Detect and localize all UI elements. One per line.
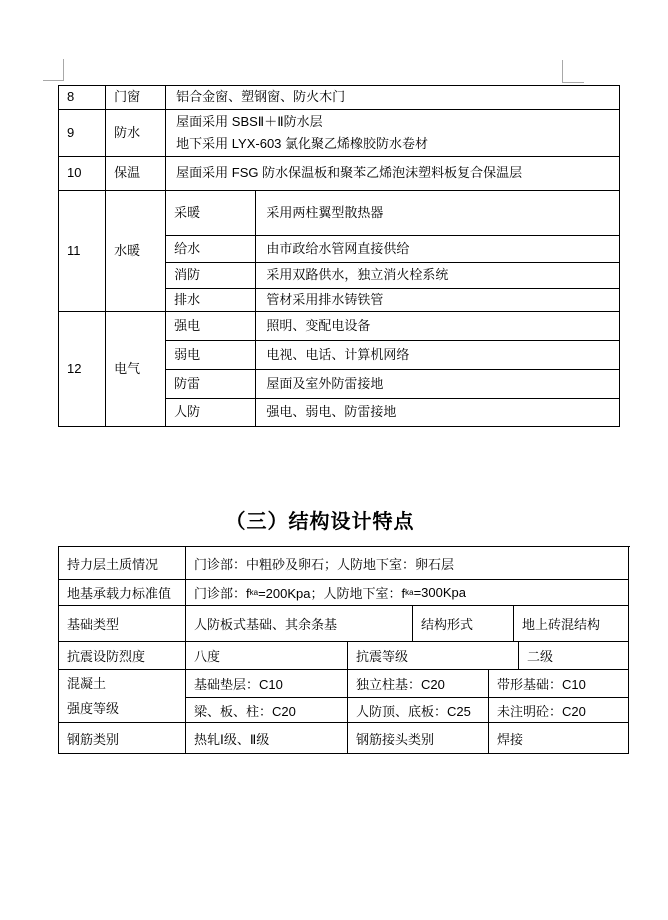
row-number-cell: 8 xyxy=(59,86,106,110)
description-cell: 采用两柱翼型散热器 xyxy=(256,191,620,236)
table-row xyxy=(186,670,629,698)
field-value-cell: 基础垫层：C10 xyxy=(186,670,348,698)
field-label-cell: 地基承载力标准值 xyxy=(59,580,186,606)
table-row-group xyxy=(59,670,630,723)
field-label-cell: 基础类型 xyxy=(59,606,186,642)
field-value-cell: 梁、板、柱：C20 xyxy=(186,698,348,723)
row-number-cell: 11 xyxy=(59,191,106,312)
table-row xyxy=(186,698,629,723)
table-row xyxy=(59,86,620,110)
description-cell: 强电、弱电、防雷接地 xyxy=(256,399,620,427)
label-line: 强度等级 xyxy=(67,701,120,716)
table-row xyxy=(59,312,620,341)
subsystem-name-cell: 采暖 xyxy=(166,191,256,236)
table-row xyxy=(59,547,630,580)
value-text: =200Kpa；人防地下室：f xyxy=(258,586,406,601)
subsystem-name-cell: 给水 xyxy=(166,236,256,263)
subsystem-name-cell: 强电 xyxy=(166,312,256,341)
field-label-cell xyxy=(59,670,186,723)
subsystem-name-cell: 弱电 xyxy=(166,341,256,370)
field-label-cell: 持力层土质情况 xyxy=(59,547,186,580)
value-text: =300Kpa xyxy=(413,585,466,600)
subsystem-name-cell: 人防 xyxy=(166,399,256,427)
subsystem-name-cell: 排水 xyxy=(166,289,256,312)
value-text: 门诊部：f xyxy=(194,586,250,601)
field-value-cell: 八度 xyxy=(186,642,348,670)
table-row xyxy=(59,642,630,670)
description-cell: 屋面采用 FSG 防水保温板和聚苯乙烯泡沫塑料板复合保温层 xyxy=(166,157,620,191)
description-line: 地下采用 LYX-603 氯化聚乙烯橡胶防水卷材 xyxy=(176,136,429,151)
description-cell: 管材采用排水铸铁管 xyxy=(256,289,620,312)
field-value-cell: 热轧Ⅰ级、Ⅱ级 xyxy=(186,723,348,754)
row-number-cell: 9 xyxy=(59,110,106,157)
table-row xyxy=(59,191,620,236)
description-cell: 电视、电话、计算机网络 xyxy=(256,341,620,370)
system-name-cell: 防水 xyxy=(106,110,166,157)
field-value-cell: 未注明砼：C20 xyxy=(489,698,629,723)
description-cell: 由市政给水管网直接供给 xyxy=(256,236,620,263)
structure-design-table xyxy=(58,546,630,754)
field-value-cell: 门诊部：f ka =200Kpa；人防地下室：f ka =300Kpa xyxy=(186,580,629,606)
description-cell: 照明、变配电设备 xyxy=(256,312,620,341)
field-label-cell: 结构形式 xyxy=(413,606,514,642)
building-systems-table xyxy=(58,85,620,427)
table-row xyxy=(59,110,620,157)
system-name-cell: 门窗 xyxy=(106,86,166,110)
field-label-cell: 抗震等级 xyxy=(348,642,519,670)
subsystem-name-cell: 消防 xyxy=(166,263,256,289)
label-line: 混凝土 xyxy=(67,676,107,691)
system-name-cell: 电气 xyxy=(106,312,166,427)
description-cell xyxy=(166,110,620,157)
field-label-cell: 钢筋类别 xyxy=(59,723,186,754)
table-row xyxy=(59,580,630,606)
subsystem-name-cell: 防雷 xyxy=(166,370,256,399)
description-line: 屋面采用 SBSⅡ＋Ⅱ防水层 xyxy=(176,114,323,129)
text-boundary-corner-mark-left xyxy=(43,59,64,81)
row-number-cell: 12 xyxy=(59,312,106,427)
description-cell: 铝合金窗、塑钢窗、防火木门 xyxy=(166,86,620,110)
field-label-cell: 抗震设防烈度 xyxy=(59,642,186,670)
system-name-cell: 水暖 xyxy=(106,191,166,312)
row-number-cell: 10 xyxy=(59,157,106,191)
field-label-cell: 钢筋接头类别 xyxy=(348,723,489,754)
table-row xyxy=(59,157,620,191)
system-name-cell: 保温 xyxy=(106,157,166,191)
field-value-cell: 焊接 xyxy=(489,723,629,754)
field-value-cell: 二级 xyxy=(519,642,629,670)
field-value-cell: 门诊部：中粗砂及卵石；人防地下室：卵石层 xyxy=(186,547,629,580)
field-value-cell: 独立柱基：C20 xyxy=(348,670,489,698)
table-row xyxy=(59,723,630,754)
field-value-cell: 人防板式基础、其余条基 xyxy=(186,606,413,642)
text-boundary-corner-mark-right xyxy=(562,60,584,83)
section-heading: （三）结构设计特点 xyxy=(225,511,415,533)
field-value-cell: 地上砖混结构 xyxy=(514,606,629,642)
field-value-cell: 人防顶、底板：C25 xyxy=(348,698,489,723)
description-cell: 屋面及室外防雷接地 xyxy=(256,370,620,399)
field-value-cell: 带形基础：C10 xyxy=(489,670,629,698)
description-cell: 采用双路供水，独立消火栓系统 xyxy=(256,263,620,289)
table-row xyxy=(59,606,630,642)
